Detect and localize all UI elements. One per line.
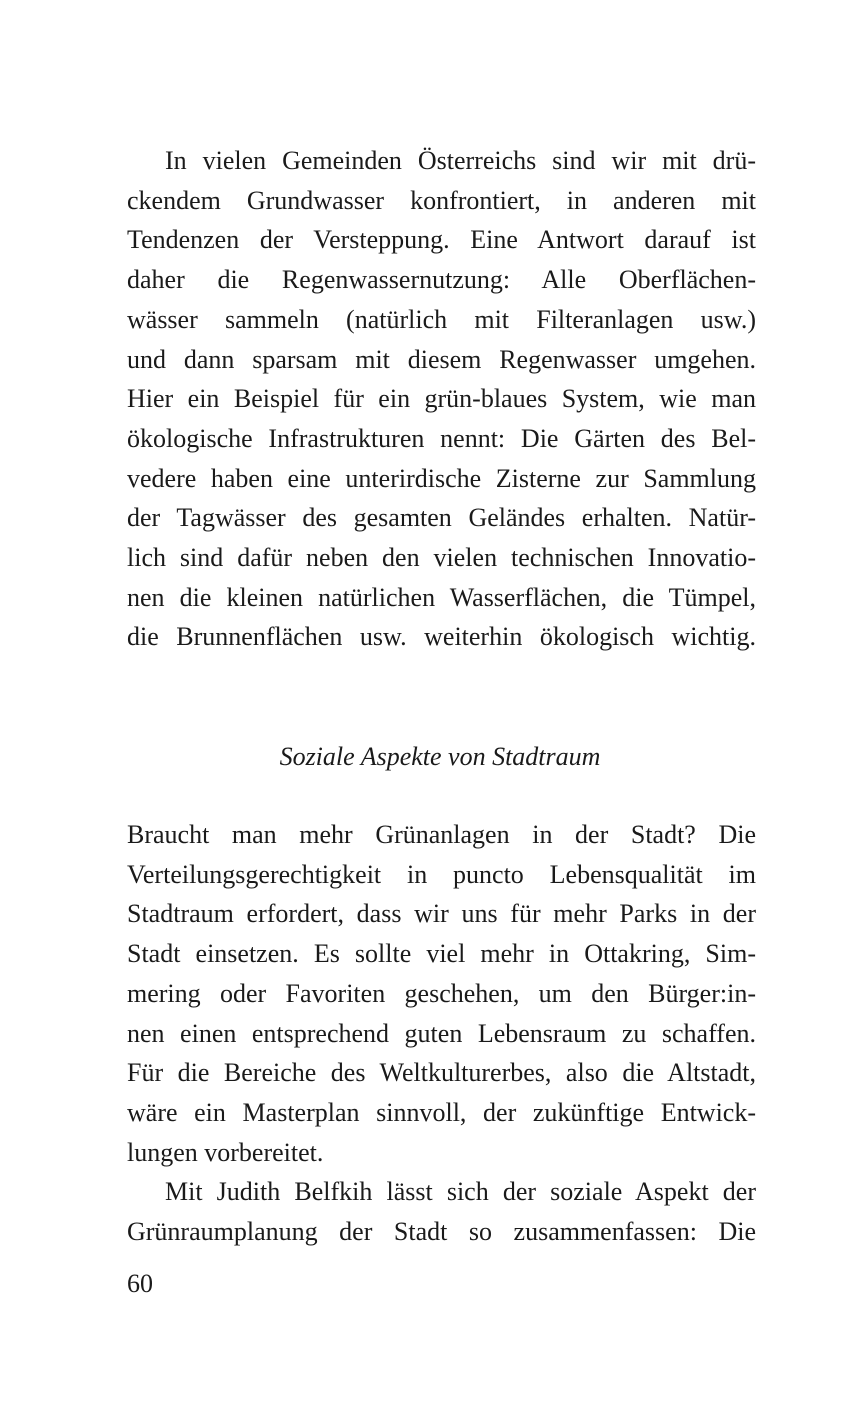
paragraph-stadtraum: [127, 815, 756, 1252]
text-line: ckendem Grundwasser konfrontiert, in anderen mit: [127, 185, 756, 215]
text-line: Braucht man mehr Grünanlagen in der Stadt? Die: [127, 820, 756, 849]
text-line: mering oder Favoriten geschehen, um den Bürger:in-: [127, 978, 756, 1008]
section-heading: Soziale Aspekte von Stadtraum: [279, 742, 601, 771]
text-line: nen die kleinen natürlichen Wasserflächen, die Tümpel,: [127, 582, 756, 612]
text-line: Hier ein Beispiel für ein grün-blaues System, wie man: [127, 384, 756, 414]
text-line: lich sind dafür neben den vielen technischen Innovatio-: [127, 543, 756, 573]
text-line: Für die Bereiche des Weltkulturerbes, also die Altstadt,: [127, 1058, 756, 1088]
text-line: In vielen Gemeinden Österreichs sind wir mit drü-: [165, 146, 756, 175]
text-line: nen einen entsprechend guten Lebensraum zu schaffen.: [127, 1018, 756, 1048]
paragraph-regenwasser: [127, 141, 756, 657]
text-line: ökologische Infrastrukturen nennt: Die Gärten des Bel-: [127, 423, 756, 453]
text-line: daher die Regenwassernutzung: Alle Oberflächen-: [127, 265, 756, 295]
text-line: wäre ein Masterplan sinnvoll, der zukünftige Entwick-: [127, 1097, 756, 1127]
text-line: Mit Judith Belfkih lässt sich der soziale Aspekt der: [165, 1177, 756, 1207]
text-line: Tendenzen der Versteppung. Eine Antwort darauf ist: [127, 225, 756, 255]
text-line: Stadt einsetzen. Es sollte viel mehr in Ottakring, Sim-: [127, 939, 756, 969]
page-number: 60: [127, 1269, 153, 1298]
text-line: Verteilungsgerechtigkeit in puncto Lebensqualität im: [127, 859, 756, 889]
text-line: die Brunnenflächen usw. weiterhin ökologisch wichtig.: [127, 622, 756, 652]
text-line: lungen vorbereitet.: [127, 1137, 324, 1167]
text-line: wässer sammeln (natürlich mit Filteranlagen usw.): [127, 304, 756, 334]
text-line: Stadtraum erfordert, dass wir uns für mehr Parks in der: [127, 899, 756, 929]
text-line: der Tagwässer des gesamten Geländes erhalten. Natür-: [127, 503, 756, 533]
text-line: Grünraumplanung der Stadt so zusammenfassen: Die: [127, 1217, 756, 1247]
text-line: und dann sparsam mit diesem Regenwasser umgehen.: [127, 344, 756, 374]
text-line: vedere haben eine unterirdische Zisterne zur Sammlung: [127, 463, 756, 493]
